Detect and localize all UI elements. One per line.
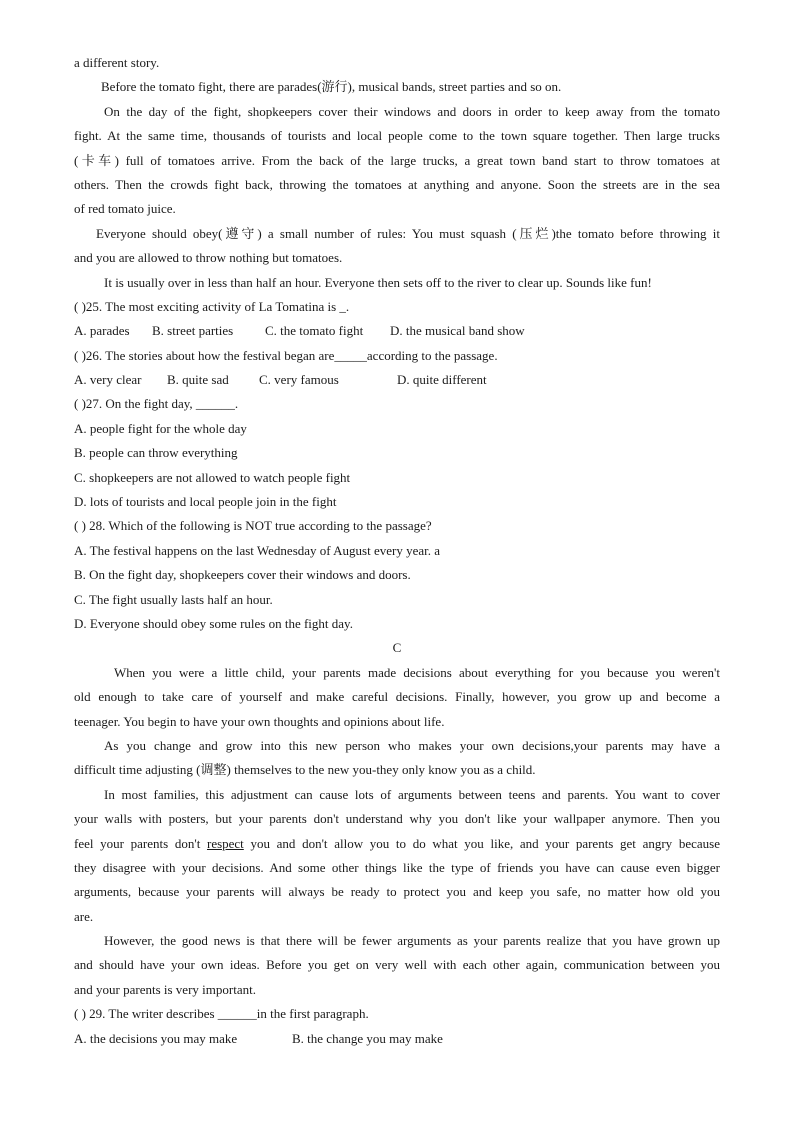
passage-line: and should have your own ideas. Before you get on very well with each other again, communication between you <box>74 957 720 973</box>
question-26: ( )26. The stories about how the festival began are_____according to the passage. <box>74 347 498 363</box>
question-29-options <box>74 1027 720 1051</box>
passage-line: old enough to take care of yourself and make careful decisions. Finally, however, you grow up and become a <box>74 689 720 705</box>
passage-line: are. <box>74 908 94 924</box>
question-29: ( ) 29. The writer describes ______in the first paragraph. <box>74 1006 369 1022</box>
option-c: C. very famous <box>259 372 339 388</box>
option-d: D. quite different <box>397 372 487 388</box>
passage-line: However, the good news is that there will be fewer arguments as your parents realize that you have grown up <box>104 933 720 949</box>
option-a: A. very clear <box>74 372 142 388</box>
question-25-options <box>74 319 720 343</box>
passage-line: Before the tomato fight, there are parades(游行), musical bands, street parties and so on. <box>101 79 562 95</box>
passage-line: they disagree with your decisions. And some other things like the type of friends you have can cause even bigger <box>74 859 720 875</box>
passage-line: As you change and grow into this new person who makes your own decisions,your parents may have a <box>104 737 720 753</box>
question-27: ( )27. On the fight day, ______. <box>74 396 239 412</box>
option-a: A. parades <box>74 323 130 339</box>
option-d: D. Everyone should obey some rules on the fight day. <box>74 615 353 631</box>
option-b: B. street parties <box>152 323 234 339</box>
passage-line: fight. At the same time, thousands of tourists and local people come to the town square together. Then large trucks <box>74 128 720 144</box>
text-segment: you and don't allow you to do what you like, and your parents get angry because <box>243 835 720 851</box>
passage-line <box>74 832 720 856</box>
option-a: A. the decisions you may make <box>74 1030 238 1046</box>
option-a: A. people fight for the whole day <box>74 420 247 436</box>
passage-line: and your parents is very important. <box>74 981 256 997</box>
option-d: D. lots of tourists and local people join in the fight <box>74 494 337 510</box>
passage-line: your walls with posters, but your parents don't understand why you don't like your wallpaper anymore. Then you <box>74 811 720 827</box>
option-b: B. On the fight day, shopkeepers cover their windows and doors. <box>74 567 411 583</box>
passage-line: On the day of the fight, shopkeepers cover their windows and doors in order to keep away from the tomato <box>104 103 720 119</box>
option-c: C. the tomato fight <box>265 323 364 339</box>
passage-line: of red tomato juice. <box>74 201 176 217</box>
question-28: ( ) 28. Which of the following is NOT true according to the passage? <box>74 518 432 534</box>
option-b: B. the change you may make <box>292 1030 443 1046</box>
passage-line: In most families, this adjustment can cause lots of arguments between teens and parents. You want to cover <box>104 786 720 802</box>
passage-line: and you are allowed to throw nothing but tomatoes. <box>74 250 343 266</box>
option-b: B. people can throw everything <box>74 445 238 461</box>
passage-line: teenager. You begin to have your own thoughts and opinions about life. <box>74 713 445 729</box>
option-b: B. quite sad <box>167 372 229 388</box>
passage-line: When you were a little child, your parents made decisions about everything for you because you weren't <box>114 664 720 680</box>
section-heading: C <box>392 640 402 656</box>
option-a: A. The festival happens on the last Wednesday of August every year. a <box>74 542 440 558</box>
passage-line: It is usually over in less than half an hour. Everyone then sets off to the river to clear up. Sounds like fun! <box>104 274 652 290</box>
passage-line: (卡车) full of tomatoes arrive. From the back of the large trucks, a great town band start to throw tomatoes at <box>74 152 720 168</box>
question-25: ( )25. The most exciting activity of La Tomatina is _. <box>74 298 350 314</box>
option-d: D. the musical band show <box>390 323 525 339</box>
passage-line: others. Then the crowds fight back, throwing the tomatoes at anything and anyone. Soon the streets are in the sea <box>74 176 720 192</box>
option-c: C. shopkeepers are not allowed to watch people fight <box>74 469 351 485</box>
document-page <box>74 51 720 1051</box>
option-c: C. The fight usually lasts half an hour. <box>74 591 273 607</box>
passage-line: arguments, because your parents will always be ready to protect you and keep you safe, no matter how old you <box>74 884 720 900</box>
text-segment: feel your parents don't <box>74 835 207 851</box>
question-26-options <box>74 368 720 392</box>
passage-line: a different story. <box>74 55 160 70</box>
underlined-word: respect <box>206 835 244 851</box>
passage-line: Everyone should obey(遵守) a small number of rules: You must squash (压烂)the tomato before throwing it <box>96 225 720 241</box>
passage-line: difficult time adjusting (调整) themselves to the new you-they only know you as a child. <box>74 762 536 778</box>
